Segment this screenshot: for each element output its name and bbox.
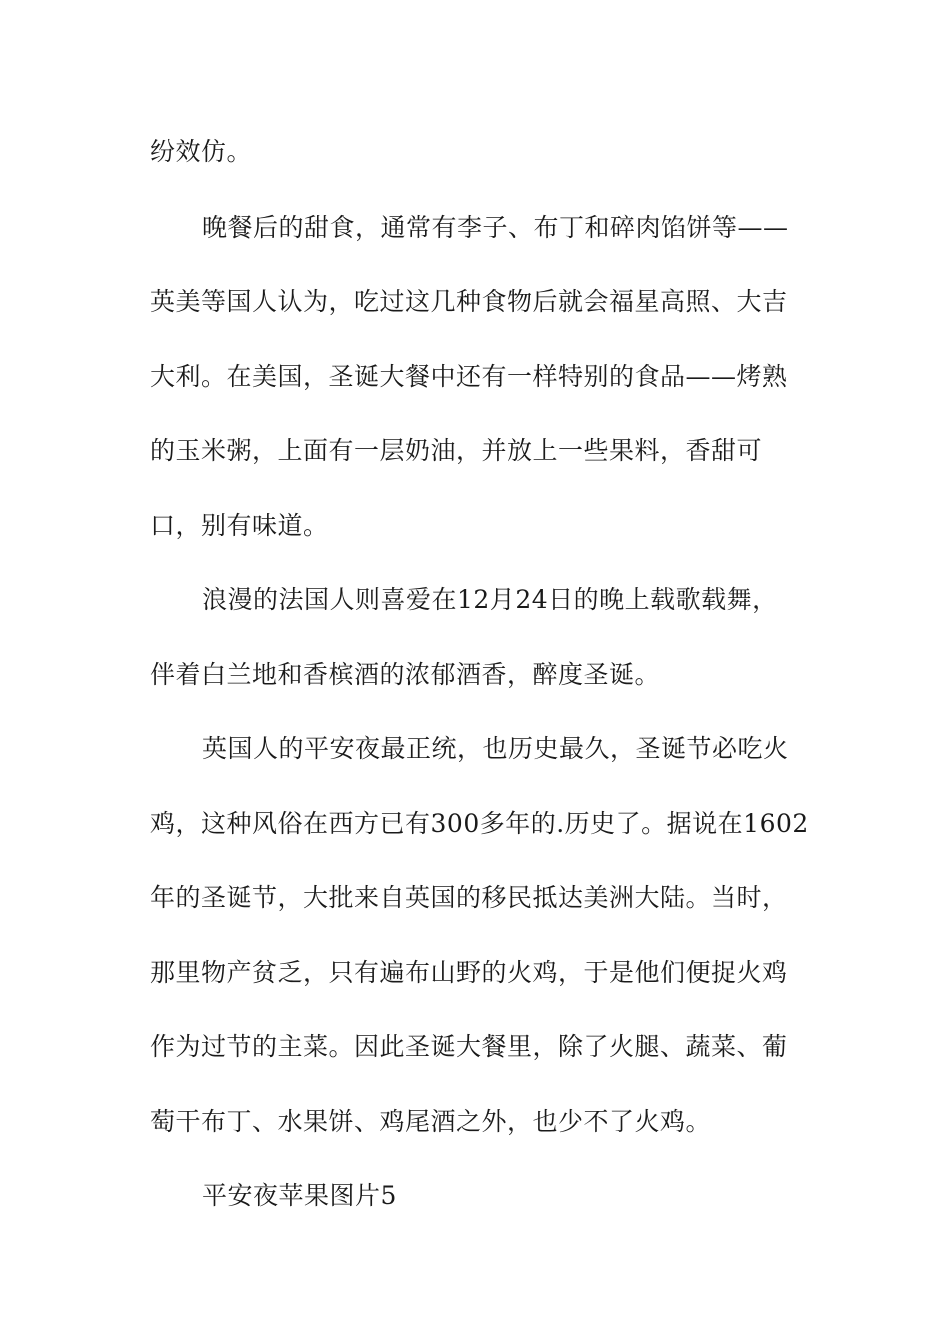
text-line: 口，别有味道。 [150,511,329,540]
text-line: 年的圣诞节，大批来自英国的移民抵达美洲大陆。当时， [150,883,788,912]
text-line: 那里物产贫乏，只有遍布山野的火鸡，于是他们便捉火鸡 [150,958,788,987]
paragraph-start-line: 浪漫的法国人则喜爱在12月24日的晚上载歌载舞， [202,585,778,614]
text-line: 纷效仿。 [150,137,253,166]
paragraph-start-line: 英国人的平安夜最正统，也历史最久，圣诞节必吃火 [202,734,789,763]
text-line: 萄干布丁、水果饼、鸡尾酒之外，也少不了火鸡。 [150,1107,712,1136]
text-line: 作为过节的主菜。因此圣诞大餐里，除了火腿、蔬菜、葡 [150,1032,788,1061]
text-line: 大利。在美国，圣诞大餐中还有一样特别的食品——烤熟 [150,362,788,391]
section-heading: 平安夜苹果图片5 [202,1181,397,1210]
text-line: 鸡，这种风俗在西方已有300多年的.历史了。据说在1602 [150,809,809,838]
text-line: 英美等国人认为，吃过这几种食物后就会福星高照、大吉 [150,287,788,316]
paragraph-start-line: 晚餐后的甜食，通常有李子、布丁和碎肉馅饼等—— [202,213,789,242]
text-line: 伴着白兰地和香槟酒的浓郁酒香，醉度圣诞。 [150,660,661,689]
text-line: 的玉米粥，上面有一层奶油，并放上一些果料，香甜可 [150,436,763,465]
